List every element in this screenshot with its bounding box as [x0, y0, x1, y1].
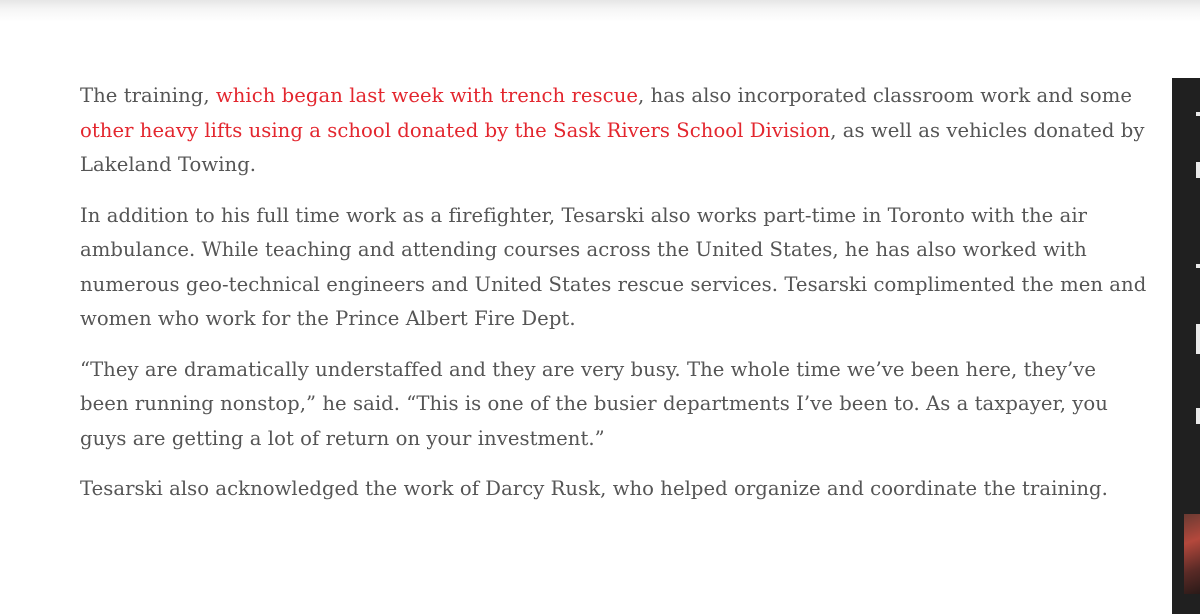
- paragraph-text: , as well as vehicles donated by Lakeland Towing.: [80, 118, 1145, 176]
- sidebar-mark: [1196, 324, 1200, 354]
- article-body: [80, 79, 1148, 523]
- heavy-lifts-link[interactable]: other heavy lifts using a school donated by the Sask Rivers School Division: [80, 118, 831, 142]
- paragraph-quote: “They are dramatically understaffed and they are very busy. The whole time we’ve been here, they’ve been running nonstop,” he said. “This is one of the busier departments I’ve been to. As a taxpayer, you guys are getting a lot of return on your investment.”: [80, 357, 1108, 450]
- trench-rescue-link[interactable]: which began last week with trench rescue: [215, 84, 639, 107]
- sidebar-mark: [1196, 408, 1200, 424]
- sidebar-photo-thumbnail[interactable]: [1184, 514, 1200, 594]
- paragraph-text: The training,: [80, 84, 216, 107]
- sidebar-mark: [1196, 112, 1200, 116]
- paragraph-background: In addition to his full time work as a firefighter, Tesarski also works part-time in Toronto with the air ambulance. While teaching and attending courses across the United States, he has also worked with numerous geo-technical engineers and United States rescue services. Tesarski complimented the men and women who work for the Prince Albert Fire Dept.: [80, 203, 1147, 330]
- paragraph-text: , has also incorporated classroom work and some: [638, 84, 1133, 107]
- paragraph-acknowledgement: Tesarski also acknowledged the work of Darcy Rusk, who helped organize and coordinate the training.: [80, 477, 1108, 500]
- sidebar-ad-strip[interactable]: [1172, 78, 1200, 614]
- header-shadow: [0, 0, 1200, 22]
- sidebar-mark: [1196, 162, 1200, 178]
- paragraph-training: [80, 79, 1148, 183]
- sidebar-mark: [1196, 264, 1200, 268]
